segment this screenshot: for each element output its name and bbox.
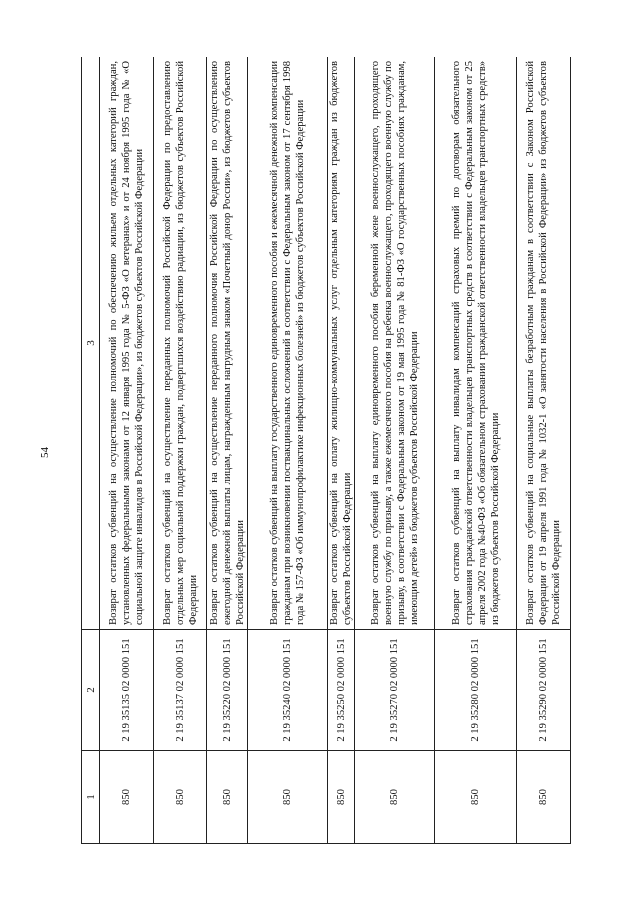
page-number: 54 xyxy=(39,447,51,458)
description-cell: Возврат остатков субвенций на социальные выплаты безработным гражданам в соответствии с Законом Российской Федерации от 19 апреля 1991 года № 1032-1 «О занятости населения в Российской Федерации» из бюджетов субъектов Российской Федерации xyxy=(517,57,571,630)
table-row xyxy=(435,57,517,844)
table-header-row xyxy=(82,57,100,844)
rotated-table-wrapper xyxy=(81,57,572,844)
description-cell: Возврат остатков субвенций на осуществление полномочий по обеспечению жильем отдельных категорий граждан, установленных федеральными законами от 12 января 1995 года № 5-ФЗ «О ветеранах» и от 24 ноября 1995 года № «О социальной защите инвалидов в Российской Федерации», из бюджетов субъектов Российской Федерации xyxy=(100,57,154,630)
budget-code-cell: 2 19 35240 02 0000 151 xyxy=(248,630,328,751)
budget-code-cell: 2 19 35270 02 0000 151 xyxy=(355,630,435,751)
description-cell: Возврат остатков субвенций на выплату государственного единовременного пособия и ежемесячной денежной компенсации гражданам при возникновении поствакцинальных осложнений в соответствии с Федеральным законом от 17 сентября 1998 года № 157-ФЗ «Об иммунопрофилактике инфекционных болезней» из бюджетов субъектов Российской Федерации xyxy=(248,57,328,630)
description-cell: Возврат остатков субвенций на осуществление переданных полномочий Российской Федерации по предоставлению отдельных мер социальной поддержки граждан, подвергшихся воздействию радиации, из бюджетов субъектов Российской Федерации xyxy=(154,57,207,630)
table-row xyxy=(100,57,154,844)
admin-code-cell: 850 xyxy=(207,751,248,844)
admin-code-cell: 850 xyxy=(100,751,154,844)
column-header-2: 2 xyxy=(82,630,100,751)
table-row xyxy=(355,57,435,844)
admin-code-cell: 850 xyxy=(154,751,207,844)
table-row xyxy=(517,57,571,844)
admin-code-cell: 850 xyxy=(517,751,571,844)
column-header-1: 1 xyxy=(82,751,100,844)
admin-code-cell: 850 xyxy=(328,751,355,844)
admin-code-cell: 850 xyxy=(355,751,435,844)
budget-code-cell: 2 19 35137 02 0000 151 xyxy=(154,630,207,751)
table-row xyxy=(328,57,355,844)
table-row xyxy=(207,57,248,844)
budget-code-cell: 2 19 35290 02 0000 151 xyxy=(517,630,571,751)
description-cell: Возврат остатков субвенций на выплату инвалидам компенсаций страховых премий по договорам обязательного страхования гражданской ответственности владельцев транспортных средств в соответствии с Федеральным законом от 25 апреля 2002 года №40-ФЗ «Об обязательном страховании гражданской ответственности владельцев транспортных средств» из бюджетов субъектов Российской Федерации xyxy=(435,57,517,630)
budget-code-cell: 2 19 35135 02 0000 151 xyxy=(100,630,154,751)
description-cell: Возврат остатков субвенций на оплату жилищно-коммунальных услуг отдельным категориям граждан из бюджетов субъектов Российской Федерации xyxy=(328,57,355,630)
column-header-3: 3 xyxy=(82,57,100,630)
description-cell: Возврат остатков субвенций на осуществление переданного полномочия Российской Федерации по осуществлению ежегодной денежной выплаты лицам, награжденным нагрудным знаком «Почетный донор России», из бюджетов субъектов Российской Федерации xyxy=(207,57,248,630)
budget-code-cell: 2 19 35250 02 0000 151 xyxy=(328,630,355,751)
revenue-codes-table xyxy=(81,57,571,844)
budget-code-cell: 2 19 35220 02 0000 151 xyxy=(207,630,248,751)
document-sheet xyxy=(81,57,572,844)
table-row xyxy=(154,57,207,844)
admin-code-cell: 850 xyxy=(248,751,328,844)
budget-code-cell: 2 19 35280 02 0000 151 xyxy=(435,630,517,751)
description-cell: Возврат остатков субвенций на выплату единовременного пособия беременной жене военнослужащего, проходящего военную службу по призыву, а также ежемесячного пособия на ребенка военнослужащего, проходящего военную службу по призыву, в соответствии с Федеральным законом от 19 мая 1995 года № 81-ФЗ «О государственных пособиях гражданам, имеющим детей» из бюджетов субъектов Российской Федерации xyxy=(355,57,435,630)
admin-code-cell: 850 xyxy=(435,751,517,844)
table-row xyxy=(248,57,328,844)
